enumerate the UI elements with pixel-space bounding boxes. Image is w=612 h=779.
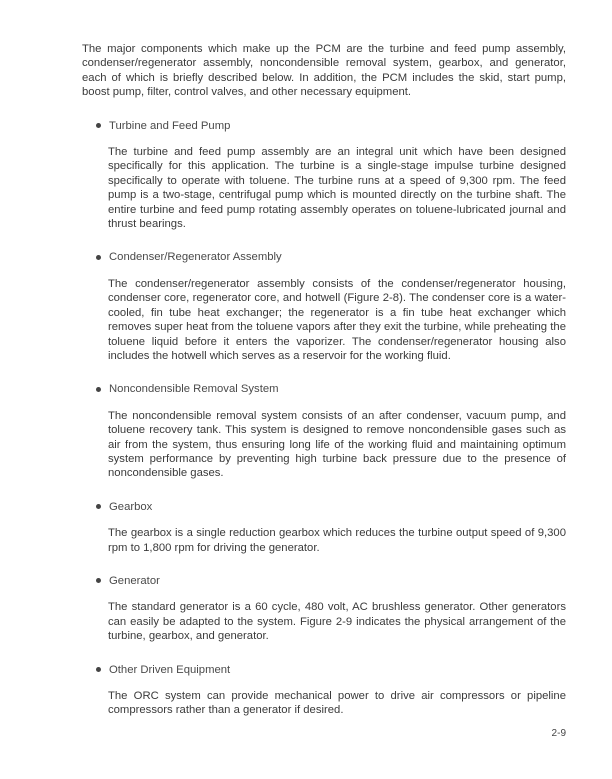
section-body: The condenser/regenerator assembly consists of the condenser/regenerator housing, condenser core, regenerator core, and hotwell (Figure 2-8). The condenser core is a water-cooled, fin tube heat exchanger; the regenerator is a fin tube heat exchanger which removes super heat from the toluene vapors after they exit the turbine, while preheating the toluene liquid before it enters the vaporizer. The condenser/regenerator housing also includes the hotwell which serves as a reservoir for the working fluid. [108,277,566,362]
heading-text: Other Driven Equipment [109,663,231,676]
section-heading [96,663,566,677]
heading-text: Gearbox [109,500,153,513]
intro-paragraph: The major components which make up the PCM are the turbine and feed pump assembly, condenser/regenerator assembly, noncondensible removal system, gearbox, and generator, each of which is briefly described below. In addition, the PCM includes the skid, start pump, boost pump, filter, control valves, and other necessary equipment. [82,43,566,99]
heading-text: Noncondensible Removal System [109,383,279,396]
page-number: 2-9 [551,727,566,739]
bullet-icon [96,504,101,509]
section-heading [96,382,566,396]
section-body: The standard generator is a 60 cycle, 480 volt, AC brushless generator. Other generators can easily be adapted to the system. Figure 2-9 indicates the physical arrangement of the turbine, gearbox, and generator. [108,601,566,643]
section-body: The gearbox is a single reduction gearbox which reduces the turbine output speed of 9,300 rpm to 1,800 rpm for driving the generator. [108,527,566,554]
bullet-icon [96,255,101,260]
section-body: The turbine and feed pump assembly are an integral unit which have been designed specifically for this application. The turbine is a single-stage impulse turbine designed specifically to operate with toluene. The turbine runs at a speed of 9,300 rpm. The feed pump is a two-stage, centrifugal pump which is mounted directly on the turbine shaft. The entire turbine and feed pump rotating assembly operates on toluene-lubricated journal and thrust bearings. [108,146,566,231]
section-heading [96,119,566,133]
bullet-icon [96,667,101,672]
section-body: The noncondensible removal system consists of an after condenser, vacuum pump, and toluene recovery tank. This system is designed to remove noncondensible gases such as air from the system, thus ensuring long life of the working fluid and maintaining optimum system performance by preventing high turbine back pressure due to the presence of noncondensible gases. [108,409,566,480]
heading-text: Condenser/Regenerator Assembly [109,251,282,264]
bullet-icon [96,387,101,392]
bullet-icon [96,123,101,128]
section-body: The ORC system can provide mechanical power to drive air compressors or pipeline compressors rather than a generator if desired. [108,690,566,717]
section-heading [96,250,566,264]
bullet-icon [96,578,101,583]
section-heading [96,500,566,514]
section-heading [96,574,566,588]
heading-text: Turbine and Feed Pump [109,119,231,132]
heading-text: Generator [109,574,160,587]
